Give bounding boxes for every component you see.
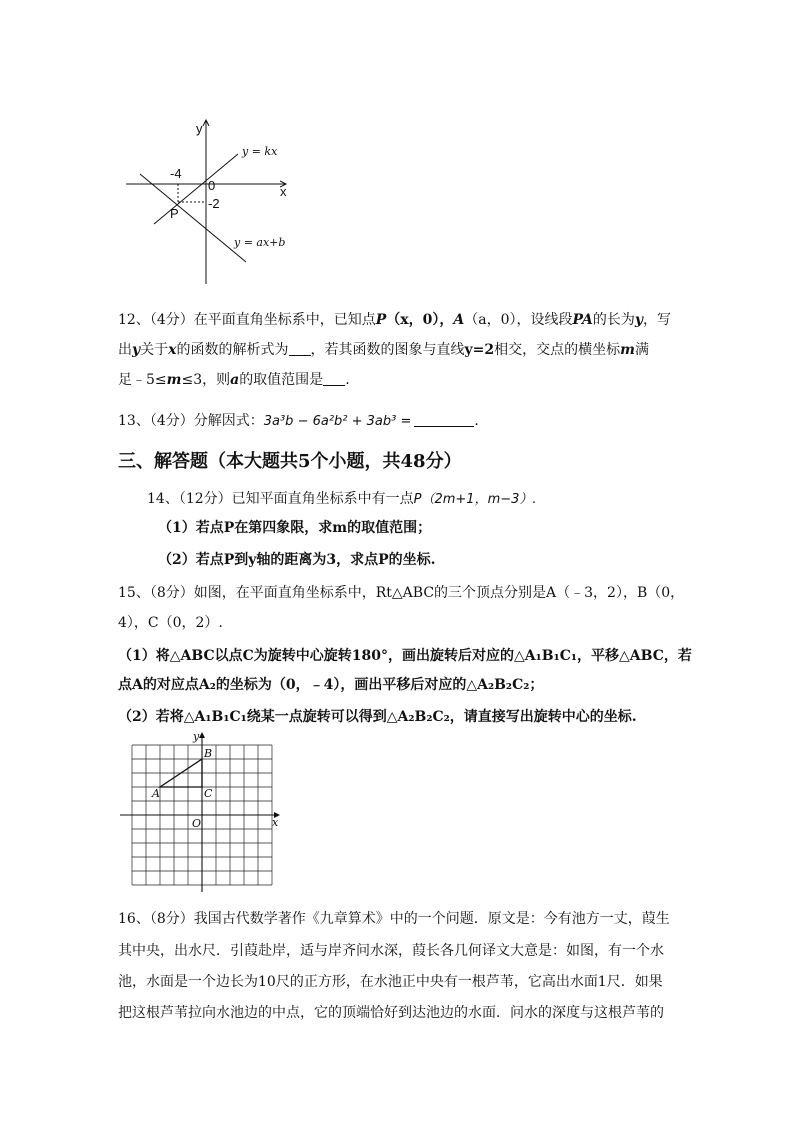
origin-label: 0 bbox=[208, 178, 216, 193]
question-14-part-2: （2）若点P到y轴的距离为3，求点P的坐标. bbox=[158, 552, 436, 568]
grid-origin-label: O bbox=[192, 817, 202, 830]
section-heading: 三、解答题（本大题共5个小题，共48分） bbox=[118, 451, 462, 472]
point-p-label: P bbox=[170, 206, 179, 221]
coordinate-grid bbox=[118, 730, 283, 895]
vertex-b-label: B bbox=[204, 747, 213, 760]
line-kx-label: y = kx bbox=[242, 145, 278, 158]
question-16-line-3: 池，水面是一个边长为10尺的正方形，在水池正中央有一根芦苇，它高出水面1尺．如果 bbox=[118, 974, 663, 990]
question-15-line-1: 15、（8分）如图，在平面直角坐标系中，Rt△ABC的三个顶点分别是A（﹣3，2），B（0， bbox=[118, 585, 685, 601]
question-13: 13、（4分）分解因式：3a³b − 6a²b² + 3ab³ = . bbox=[118, 413, 479, 429]
question-12: 12、（4分）在平面直角坐标系中，已知点P（x，0），A（a，0），设线段PA的长为y，写 出y关于x的函数的解析式为 ，若其函数的图象与直线y=2相交，交点的横坐标m满 足﹣5≤m≤3，则a的取值范围是 . bbox=[118, 312, 672, 388]
answer-blank-12b[interactable] bbox=[323, 371, 345, 386]
label-minus-4: -4 bbox=[170, 166, 182, 181]
question-15-part-2: （2）若将△A₁B₁C₁绕某一点旋转可以得到△A₂B₂C₂，请直接写出旋转中心的坐标. bbox=[118, 709, 637, 725]
y-axis-label: y bbox=[196, 121, 203, 136]
factor-expression: 3a³b − 6a²b² + 3ab³ = bbox=[263, 414, 412, 429]
question-16-line-1: 16、（8分）我国古代数学著作《九章算术》中的一个问题．原文是：今有池方一丈，葭生 bbox=[118, 911, 670, 927]
question-15-part-1-line-1: （1）将△ABC以点C为旋转中心旋转180°，画出旋转后对应的△A₁B₁C₁，平移△ABC，若 bbox=[118, 648, 692, 664]
label-minus-2: -2 bbox=[208, 196, 220, 211]
line-kx bbox=[154, 154, 238, 224]
x-axis-label: x bbox=[280, 184, 287, 199]
question-15-line-2: 4），C（0，2）. bbox=[118, 615, 223, 631]
linear-function-graph bbox=[118, 112, 298, 292]
answer-blank-13[interactable] bbox=[414, 412, 474, 427]
answer-blank-12a[interactable] bbox=[289, 341, 311, 356]
line-axb bbox=[140, 174, 246, 262]
vertex-c-label: C bbox=[204, 787, 213, 800]
question-14: 14、（12分）已知平面直角坐标系中有一点P（2m+1，m−3）. bbox=[147, 491, 537, 507]
grid-x-label: x bbox=[272, 816, 279, 829]
grid-y-label: y bbox=[193, 730, 200, 743]
line-axb-label: y = ax+b bbox=[234, 236, 286, 249]
grid-y-arrow bbox=[199, 732, 205, 738]
question-15-part-1-line-2: 点A的对应点A₂的坐标为（0，﹣4），画出平移后对应的△A₂B₂C₂； bbox=[118, 677, 544, 693]
vertex-a-label: A bbox=[152, 787, 160, 800]
question-16-line-2: 其中央，出水尺．引葭赴岸，适与岸齐问水深，葭长各几何译文大意是：如图，有一个水 bbox=[118, 943, 664, 959]
question-16-line-4: 把这根芦苇拉向水池边的中点，它的顶端恰好到达池边的水面．问水的深度与这根芦苇的 bbox=[118, 1005, 664, 1021]
question-14-part-1: （1）若点P在第四象限，求m的取值范围； bbox=[158, 520, 432, 536]
